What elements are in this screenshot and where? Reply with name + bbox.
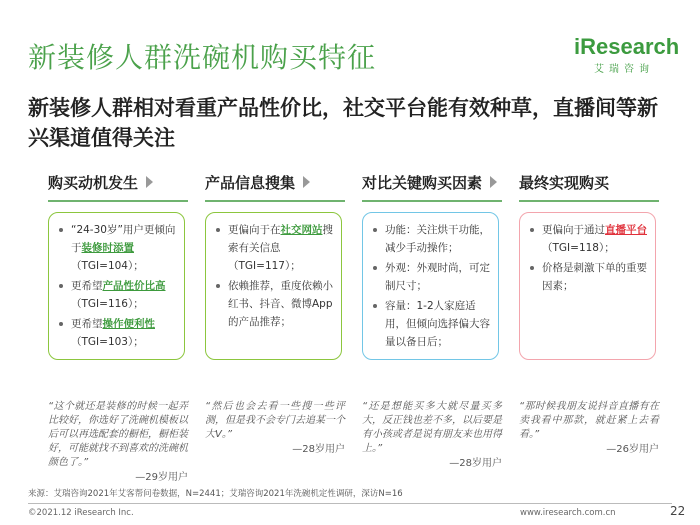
chevron-right-icon (146, 176, 153, 188)
column-final-purchase (519, 172, 659, 192)
info-box (205, 212, 342, 360)
logo-subtitle: 艾瑞咨询 (594, 64, 654, 75)
bullet-item: 容量：1-2人家庭适用，但倾向选择偏大容量以备日后； (371, 297, 492, 351)
copyright: ©2021.12 iResearch Inc. (28, 508, 134, 518)
iresearch-logo (574, 36, 684, 75)
info-box (519, 212, 656, 360)
divider (48, 200, 188, 202)
column-heading: 最终实现购买 (519, 173, 610, 192)
user-quote: “还是想能买多大就尽量买多大，反正钱也差不多，以后要是有小孩或者是说有朋友来也用得上。” —28岁用户 (362, 401, 502, 469)
chevron-right-icon (490, 176, 497, 188)
user-quote: “这个就还是装修的时候一起弄比较好，你选好了洗碗机模板以后可以再选配套的橱柜，橱柜装好，可能就找不到喜欢的洗碗机颜色了。” —29岁用户 (48, 401, 188, 483)
column-heading: 产品信息搜集 (205, 173, 296, 192)
website-link[interactable]: www.iresearch.com.cn (520, 508, 616, 518)
bullet-item: 更偏向于通过直播平台（TGI=118）； (528, 221, 649, 257)
bullet-item: 外观：外观时尚，可定制尺寸； (371, 259, 492, 295)
bullet-item: 依赖推荐，重度依赖小红书、抖音、微博App的产品推荐； (214, 277, 335, 331)
info-box (362, 212, 499, 360)
column-purchase-motivation (48, 172, 188, 192)
logo-brand: iResearch (574, 34, 680, 59)
bullet-item: 功能：关注烘干功能，减少手动操作； (371, 221, 492, 257)
column-info-search (205, 172, 345, 192)
divider (205, 200, 345, 202)
bullet-item: 更希望产品性价比高（TGI=116）； (57, 277, 178, 313)
divider (362, 200, 502, 202)
page-number: 22 (670, 504, 686, 518)
source-note: 来源：艾瑞咨询2021年艾客帮问卷数据，N=2441；艾瑞咨询2021年洗碗机定性调研，深访N=16 (28, 489, 403, 499)
column-key-factors (362, 172, 502, 192)
user-quote: “然后也会去看一些搜一些评测，但是我不会专门去追某一个大V。” —28岁用户 (205, 401, 345, 455)
column-heading: 购买动机发生 (48, 173, 139, 192)
column-heading: 对比关键购买因素 (362, 173, 483, 192)
bullet-item: 更希望操作便利性（TGI=103）； (57, 315, 178, 351)
info-box (48, 212, 185, 360)
bullet-item: 价格是刺激下单的重要因素； (528, 259, 649, 295)
page-title: 新装修人群洗碗机购买特征 (28, 41, 377, 74)
bullet-item: “24-30岁”用户更倾向于装修时添置（TGI=104）； (57, 221, 178, 275)
chevron-right-icon (303, 176, 310, 188)
bullet-item: 更偏向于在社交网站搜索有关信息（TGI=117）； (214, 221, 335, 275)
user-quote: “那时候我朋友说抖音直播有在卖我看中那款，就赶紧上去看看。” —26岁用户 (519, 401, 659, 455)
footer-divider (28, 503, 672, 504)
page-subtitle: 新装修人群相对看重产品性价比，社交平台能有效种草，直播间等新兴渠道值得关注 (28, 96, 658, 150)
divider (519, 200, 659, 202)
